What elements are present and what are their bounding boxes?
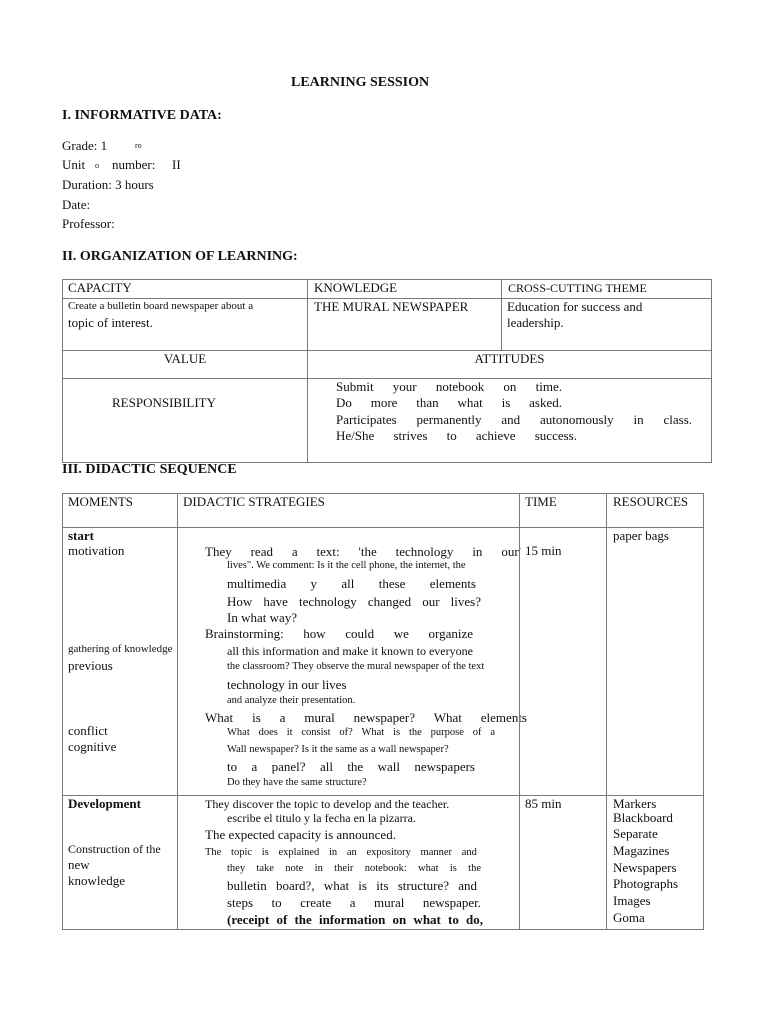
strategy-line: (receipt of the information on what to do, (227, 912, 483, 927)
attitude-line: He/She strives to achieve success. (336, 428, 577, 443)
moments-header-cell (62, 493, 178, 528)
moments-header: MOMENTS (68, 494, 134, 509)
value-text: RESPONSIBILITY (112, 395, 217, 410)
capacity-header-cell (62, 279, 308, 299)
resource-item: Photographs (613, 876, 678, 891)
strategy-line: The topic is explained in an expository manner and (205, 847, 477, 858)
strategy-line: Do they have the same structure? (227, 777, 367, 788)
strategy-line: What is a mural newspaper? What elements (205, 710, 527, 725)
start-moments-cell (62, 527, 178, 796)
knowledge-header: KNOWLEDGE (314, 280, 398, 295)
capacity-cell (62, 298, 308, 351)
info-item-unit: Unit (62, 157, 86, 172)
strategy-line: Brainstorming: how could we organize (205, 626, 473, 641)
time-header-cell (519, 493, 607, 528)
strategy-line: escribe el titulo y la fecha en la pizarra. (227, 811, 416, 825)
knowledge-text: THE MURAL NEWSPAPER (314, 299, 469, 314)
knowledge-cell (307, 298, 502, 351)
strategy-line: They read a text: 'the technology in our' (205, 544, 521, 559)
moment-label: Construction of the (68, 842, 161, 856)
moment-label: motivation (68, 543, 125, 558)
theme-line: leadership. (507, 315, 564, 330)
theme-header-cell (501, 279, 712, 299)
time-value: 15 min (525, 543, 562, 558)
strategy-line: to a panel? all the wall newspapers (227, 759, 475, 774)
development-resources-cell (606, 795, 704, 930)
moment-label: gathering of knowledge (68, 643, 173, 655)
strategy-line: and analyze their presentation. (227, 695, 356, 706)
strategy-line: technology in our lives (227, 677, 347, 692)
development-moments-cell (62, 795, 178, 930)
strategies-header-cell (177, 493, 520, 528)
didactic-sequence-table (62, 493, 704, 930)
attitude-line: Do more than what is asked. (336, 395, 562, 410)
value-header-cell (62, 350, 308, 379)
document-title: LEARNING SESSION (291, 75, 430, 90)
moment-label: cognitive (68, 739, 117, 754)
value-cell (62, 378, 308, 463)
time-header: TIME (525, 494, 557, 509)
moment-label: new (68, 857, 90, 872)
strategy-line: they take note in their notebook: what is the (227, 863, 481, 874)
strategy-line: the classroom? They observe the mural newspaper of the text (227, 661, 485, 672)
moment-label: Development (68, 796, 141, 811)
unit-ordinal-suffix: o (95, 161, 99, 170)
info-item-professor: Professor: (62, 216, 115, 231)
unit-number-value: II (172, 157, 181, 172)
resources-header-cell (606, 493, 704, 528)
strategy-line: They discover the topic to develop and the teacher. (205, 797, 450, 811)
grade-ordinal-suffix: ro (135, 141, 142, 150)
strategy-line: all this information and make it known to everyone (227, 644, 473, 658)
resource-item: Newspapers (613, 860, 677, 875)
strategy-line: How have technology changed our lives? (227, 594, 481, 609)
strategy-line: bulletin board?, what is its structure? and (227, 878, 477, 893)
capacity-line: Create a bulletin board newspaper about a (68, 300, 254, 312)
strategy-line: multimedia y all these elements (227, 576, 476, 591)
resource-item: Images (613, 893, 651, 908)
attitude-line: Submit your notebook on time. (336, 379, 562, 394)
section-heading-informative-data: I. INFORMATIVE DATA: (62, 108, 222, 123)
info-item-date: Date: (62, 197, 91, 212)
organization-table (62, 279, 712, 463)
strategy-line: What does it consist of? What is the purpose of a (227, 727, 495, 738)
resource-item: Goma (613, 910, 645, 925)
strategy-line: Wall newspaper? Is it the same as a wall newspaper? (227, 744, 449, 755)
resource-item: Blackboard (613, 810, 673, 825)
section-heading-didactic-sequence: III. DIDACTIC SEQUENCE (62, 462, 237, 477)
strategy-line: steps to create a mural newspaper. (227, 895, 481, 910)
attitudes-cell (307, 378, 712, 463)
moment-label: knowledge (68, 873, 126, 888)
strategy-line: In what way? (227, 610, 298, 625)
resource-item: Separate (613, 826, 658, 841)
capacity-line: topic of interest. (68, 315, 153, 330)
knowledge-header-cell (307, 279, 502, 299)
strategy-line: lives". We comment: Is it the cell phone, the internet, the (227, 560, 466, 571)
resource-item: Markers (613, 796, 657, 811)
info-item-duration: Duration: 3 hours (62, 177, 154, 192)
capacity-header: CAPACITY (68, 280, 132, 295)
value-header: VALUE (163, 351, 207, 366)
moment-label: start (68, 528, 94, 543)
strategy-line: The expected capacity is announced. (205, 827, 396, 842)
attitudes-header: ATTITUDES (474, 351, 545, 366)
attitude-line: Participates permanently and autonomously in class. (336, 412, 692, 427)
resource-item: Magazines (613, 843, 670, 858)
start-resources-cell (606, 527, 704, 796)
development-strategies-cell (177, 795, 520, 930)
section-heading-organization: II. ORGANIZATION OF LEARNING: (62, 249, 298, 264)
start-time-cell (519, 527, 607, 796)
strategies-header: DIDACTIC STRATEGIES (183, 494, 325, 509)
unit-number-label: number: (112, 157, 156, 172)
moment-label: conflict (68, 723, 108, 738)
attitudes-header-cell (307, 350, 712, 379)
moment-label: previous (68, 658, 113, 673)
theme-line: Education for success and (507, 299, 643, 314)
resources-header: RESOURCES (613, 494, 689, 509)
time-value: 85 min (525, 796, 562, 811)
development-time-cell (519, 795, 607, 930)
theme-header: CROSS-CUTTING THEME (508, 281, 647, 295)
start-strategies-cell (177, 527, 527, 796)
info-item-grade: Grade: 1 (62, 138, 108, 153)
resource-item: paper bags (613, 528, 669, 543)
theme-cell (501, 298, 712, 351)
